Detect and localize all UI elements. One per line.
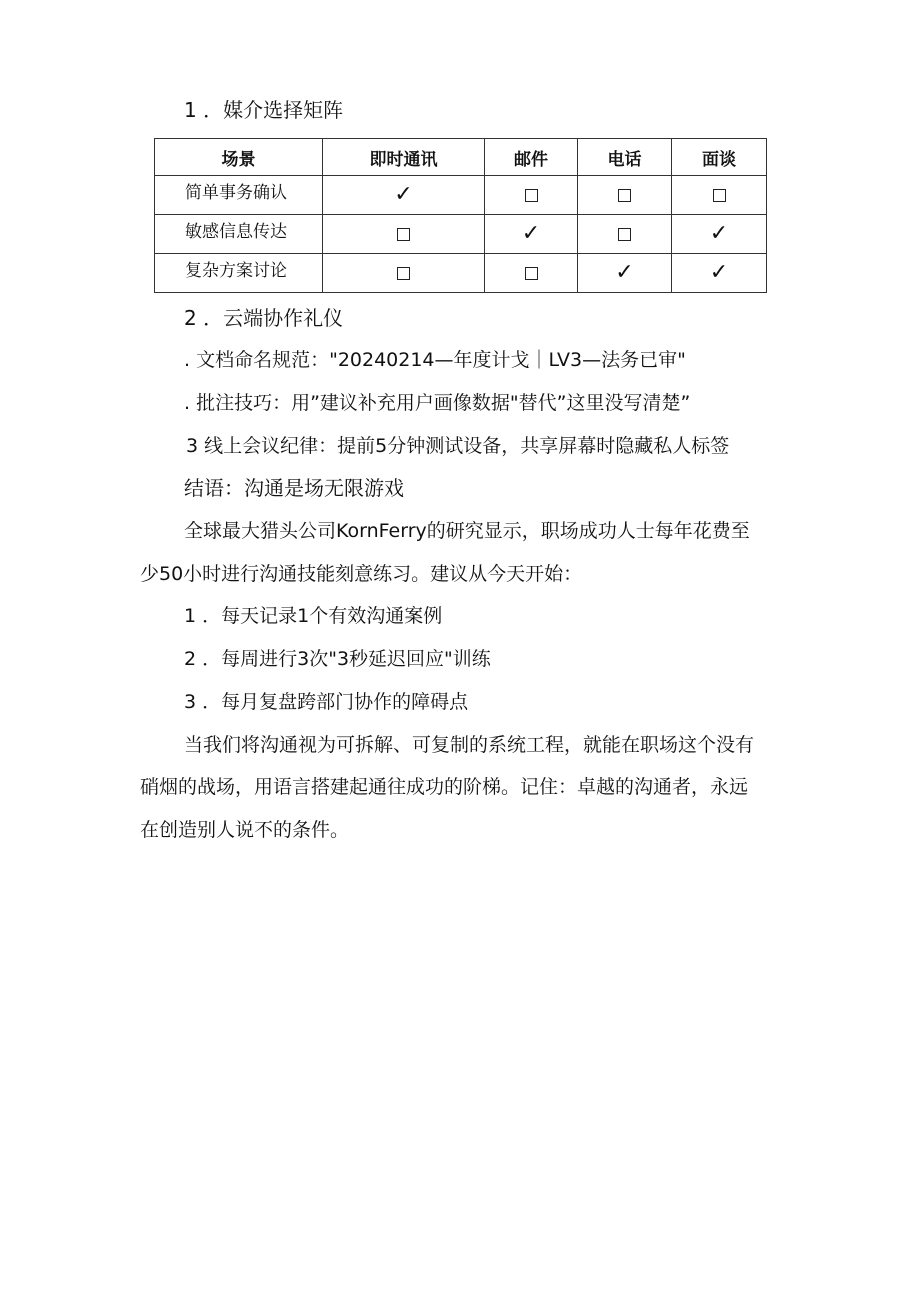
matrix-cell: [672, 176, 767, 215]
header-email: 邮件: [485, 139, 578, 176]
matrix-cell: [485, 215, 578, 254]
matrix-cell: [485, 254, 578, 293]
matrix-cell: [323, 215, 485, 254]
empty-box-icon: [397, 228, 410, 241]
checkmark-icon: ✓: [394, 182, 413, 207]
checkmark-icon: ✓: [709, 260, 729, 285]
section-2-title: 2 ．云端协作礼仪: [184, 306, 344, 330]
rule-comment-tips: . 批注技巧：用”建议补充用户画像数据"替代”这里没写清楚”: [184, 392, 691, 414]
matrix-cell: [578, 254, 672, 293]
paragraph-2-line-3: 在创造别人说不的条件。: [140, 819, 350, 841]
matrix-scene-label: 简单事务确认: [155, 176, 323, 215]
header-instant-messaging: 即时通讯: [323, 139, 485, 176]
checkmark-icon: ✓: [709, 221, 729, 246]
media-selection-matrix: [154, 138, 767, 293]
matrix-cell: [578, 176, 672, 215]
empty-box-icon: [525, 189, 538, 202]
matrix-header-row: [155, 139, 767, 176]
rule-online-meeting: 3 线上会议纪律：提前5分钟测试设备，共享屏幕时隐藏私人标签: [186, 435, 730, 457]
header-phone: 电话: [578, 139, 672, 176]
paragraph-2-line-2: 硝烟的战场，用语言搭建起通往成功的阶梯。记住：卓越的沟通者，永远: [140, 776, 749, 798]
empty-box-icon: [525, 267, 538, 280]
matrix-cell: [672, 254, 767, 293]
section-1-title: 1 ．媒介选择矩阵: [184, 98, 344, 122]
matrix-row: [155, 254, 767, 293]
list-item: 1 ．每天记录1个有效沟通案例: [184, 605, 443, 627]
empty-box-icon: [713, 189, 726, 202]
matrix-row: [155, 215, 767, 254]
matrix-cell: [485, 176, 578, 215]
empty-box-icon: [397, 267, 410, 280]
list-item: 2 ．每周进行3次"3秒延迟回应"训练: [184, 648, 491, 670]
matrix-scene-label: 敏感信息传达: [155, 215, 323, 254]
empty-box-icon: [618, 189, 631, 202]
paragraph-1-line-2: 少50小时进行沟通技能刻意练习。建议从今天开始：: [140, 563, 583, 585]
checkmark-icon: ✓: [521, 221, 541, 246]
conclusion-title: 结语：沟通是场无限游戏: [184, 476, 404, 500]
paragraph-2-line-1: 当我们将沟通视为可拆解、可复制的系统工程，就能在职场这个没有: [184, 734, 755, 756]
matrix-cell: [323, 176, 485, 215]
matrix-row: [155, 176, 767, 215]
header-face-to-face: 面谈: [672, 139, 767, 176]
empty-box-icon: [618, 228, 631, 241]
header-scene: 场景: [155, 139, 323, 176]
rule-document-naming: . 文档命名规范："20240214—年度计戈｜LV3—法务已审": [184, 349, 686, 371]
matrix-cell: [578, 215, 672, 254]
matrix-cell: [672, 215, 767, 254]
paragraph-1-line-1: 全球最大猎头公司KornFerry的研究显示，职场成功人士每年花费至: [184, 520, 750, 542]
matrix-scene-label: 复杂方案讨论: [155, 254, 323, 293]
checkmark-icon: ✓: [615, 260, 634, 285]
list-item: 3 ．每月复盘跨部门协作的障碍点: [184, 691, 469, 713]
matrix-cell: [323, 254, 485, 293]
